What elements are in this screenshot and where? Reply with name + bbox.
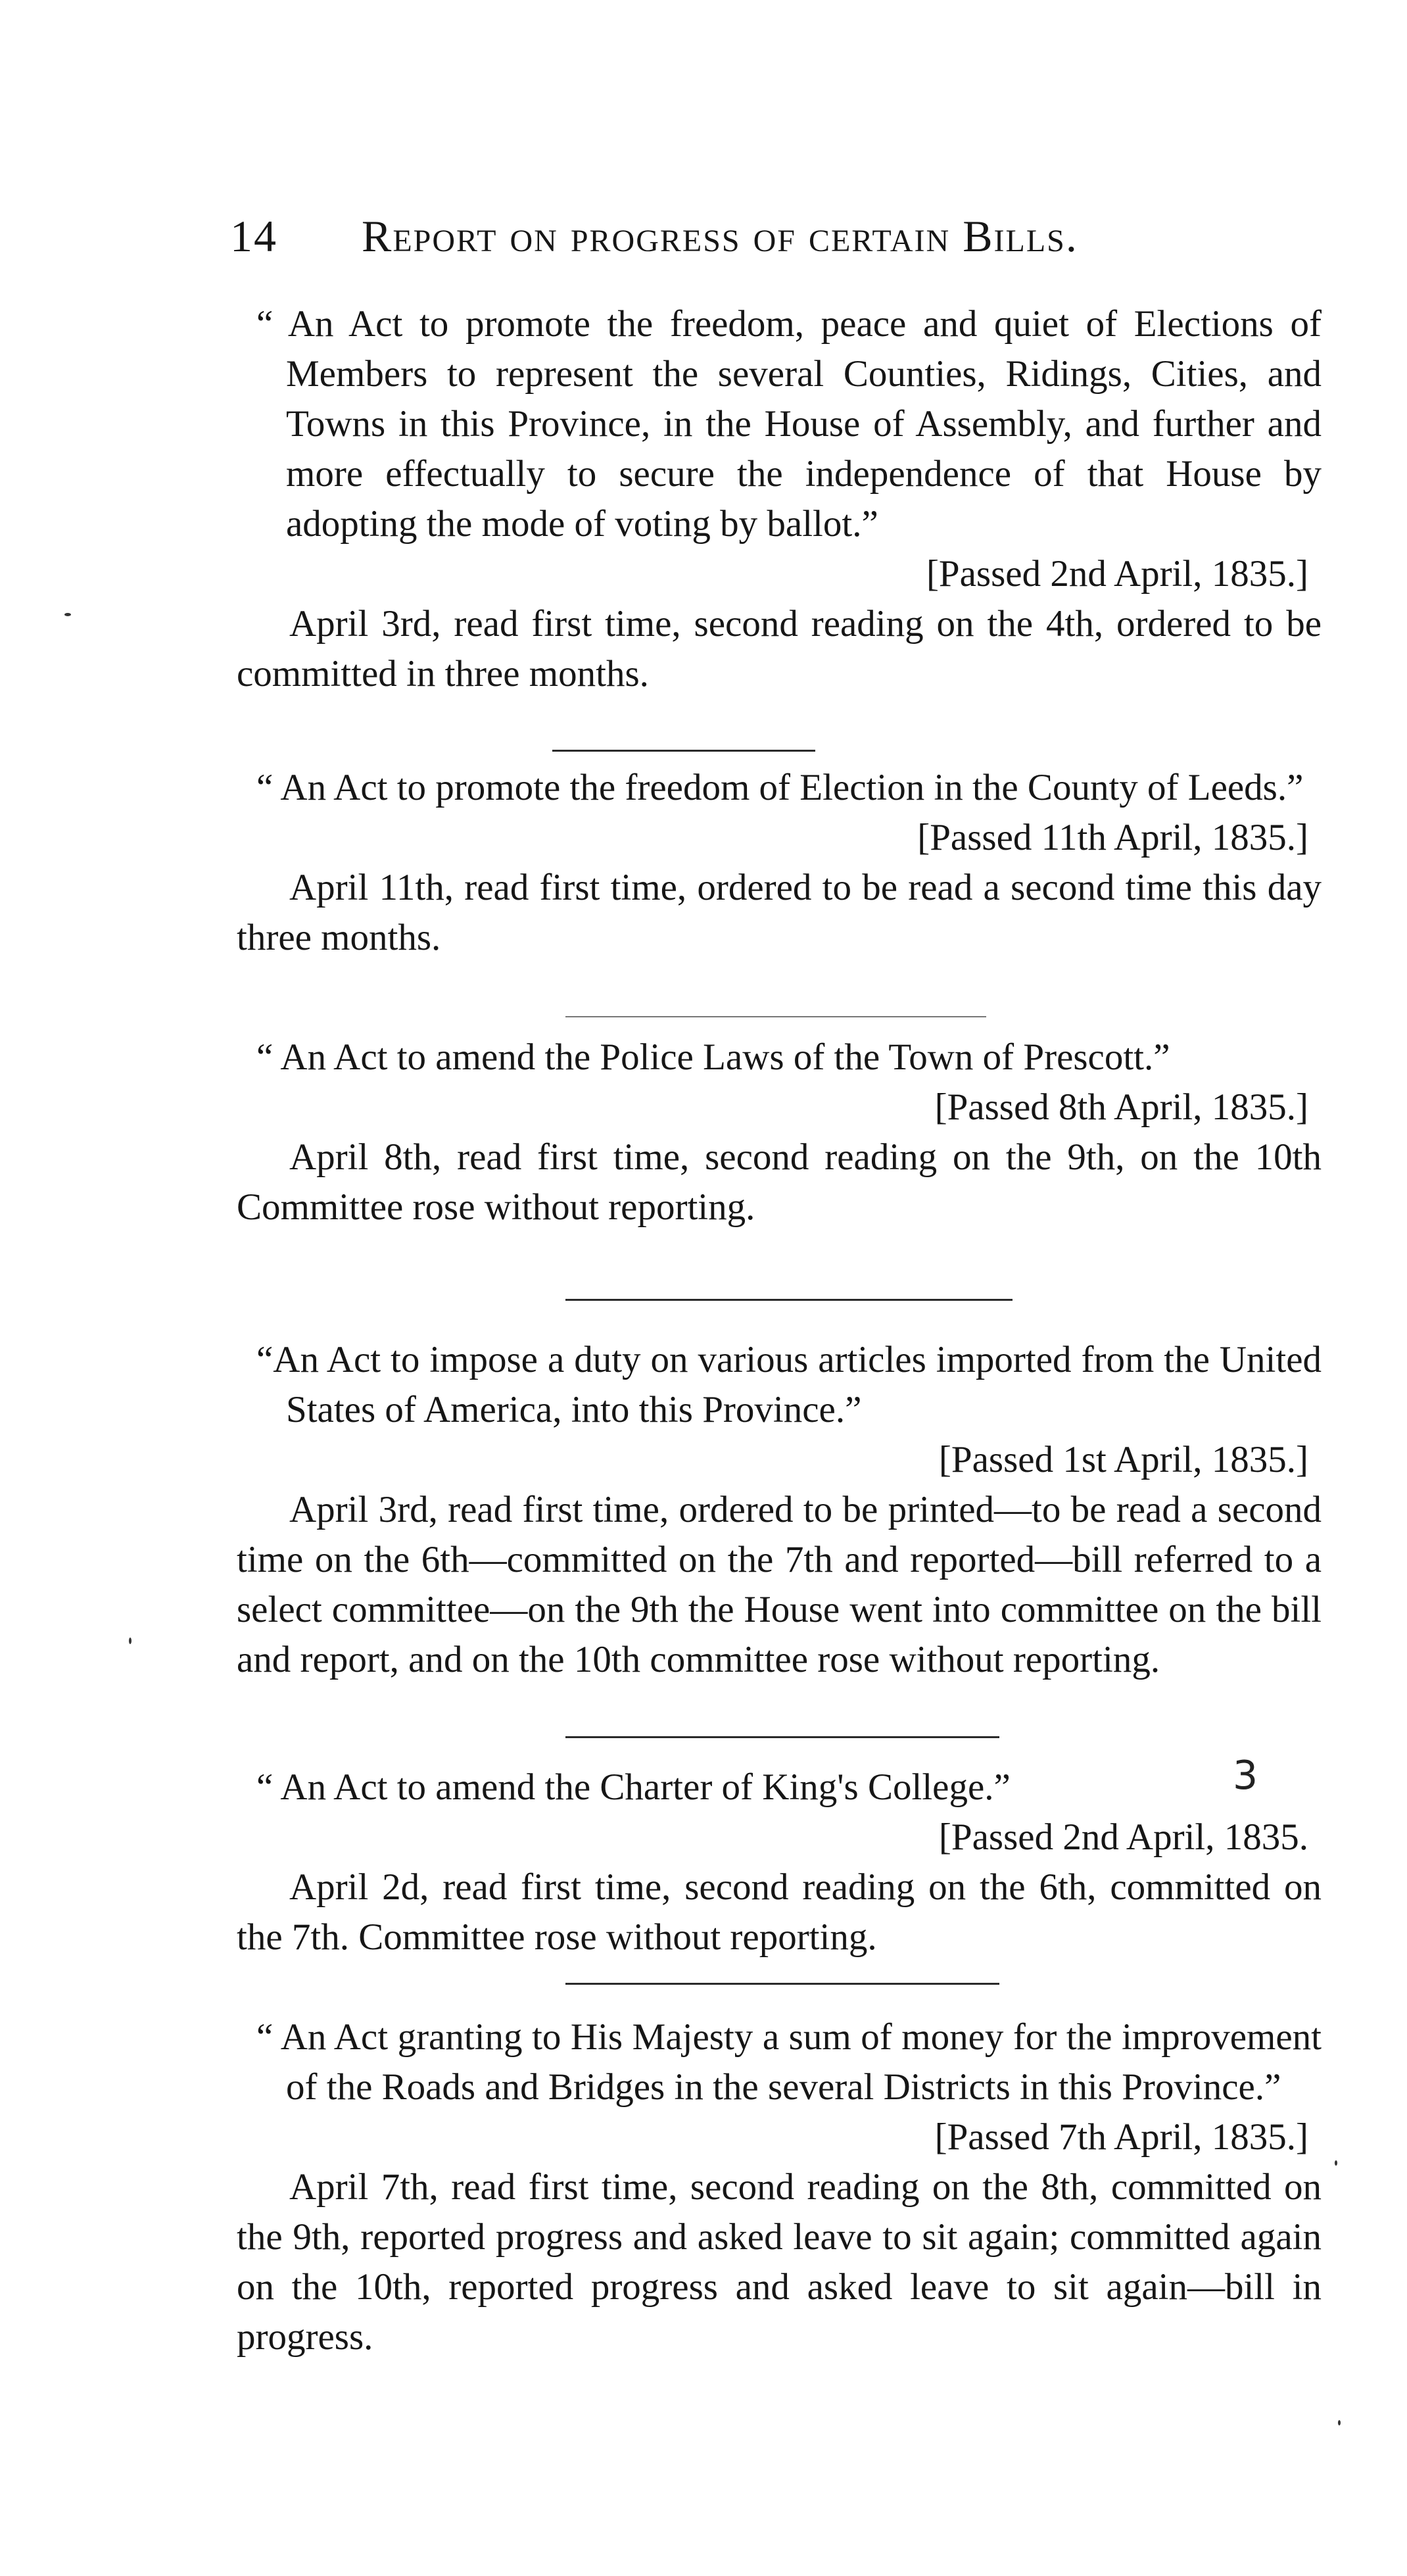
bill-title: “ An Act granting to His Majesty a sum of money for the improvement of the Roads and Bridges in the several Districts in this Province.” — [256, 2016, 1322, 2108]
section-divider — [565, 1983, 999, 1985]
bill-proceedings: April 3rd, read first time, ordered to be printed—to be read a second time on the 6th—committed on the 7th and reported—bill referred to a select committee—on the 9th the House went into committee on the bill and report, and on the 10th committee rose without reporting. — [237, 1489, 1322, 1680]
passed-date: [Passed 11th April, 1835.] — [917, 817, 1308, 858]
bill-title: “An Act to impose a duty on various articles imported from the United States of America, into this Province.” — [256, 1339, 1322, 1430]
page-header — [230, 197, 1322, 276]
page-number: 14 — [230, 211, 277, 261]
section-divider — [565, 1736, 999, 1738]
passed-date: [Passed 1st April, 1835.] — [938, 1439, 1308, 1480]
passed-date: [Passed 7th April, 1835.] — [934, 2116, 1308, 2158]
passed-date: [Passed 2nd April, 1835.] — [926, 553, 1308, 595]
bill-proceedings: April 3rd, read first time, second reading on the 4th, ordered to be committed in three months. — [237, 603, 1322, 694]
section-divider — [552, 750, 815, 752]
passed-date: [Passed 2nd April, 1835. — [938, 1816, 1308, 1858]
bill-proceedings: April 8th, read first time, second reading on the 9th, on the 10th Committee rose without reporting. — [237, 1136, 1322, 1228]
scan-speck — [64, 613, 71, 616]
bill-entry — [237, 1335, 1322, 1685]
bill-entry — [237, 299, 1322, 699]
bill-proceedings: April 7th, read first time, second reading on the 8th, committed on the 9th, reported progress and asked leave to sit again; committed again on the 10th, reported progress and asked leave to sit again—bill in progress. — [237, 2166, 1322, 2358]
passed-date: [Passed 8th April, 1835.] — [934, 1086, 1308, 1128]
scan-speck — [129, 1638, 131, 1644]
handwritten-mark: 3 — [1233, 1753, 1258, 1799]
bill-title: “ An Act to promote the freedom, peace and quiet of Elections of Members to represent the several Counties, Ridings, Cities, and Towns in this Province, in the House of Assembly, and further and more effectually to secure the independence of that House by adopting the mode of voting by ballot.” — [256, 303, 1322, 545]
bill-title: “ An Act to amend the Charter of King's College.” — [256, 1766, 1011, 1808]
bill-title: “ An Act to amend the Police Laws of the Town of Prescott.” — [256, 1036, 1170, 1078]
bill-entry — [237, 2012, 1322, 2362]
scan-speck — [1335, 2160, 1337, 2166]
bill-entry — [237, 1762, 1322, 1962]
bill-entry — [237, 1033, 1322, 1232]
bill-proceedings: April 11th, read first time, ordered to be read a second time this day three months. — [237, 867, 1322, 958]
section-divider — [565, 1016, 986, 1017]
running-title: Report on progress of certain Bills. — [362, 211, 1078, 261]
scan-speck — [1338, 2420, 1341, 2425]
bill-entry — [237, 763, 1322, 963]
section-divider — [565, 1299, 1013, 1301]
bill-proceedings: April 2d, read first time, second reading on the 6th, committed on the 7th. Committee rose without reporting. — [237, 1866, 1322, 1958]
bill-title: “ An Act to promote the freedom of Election in the County of Leeds.” — [256, 767, 1304, 808]
